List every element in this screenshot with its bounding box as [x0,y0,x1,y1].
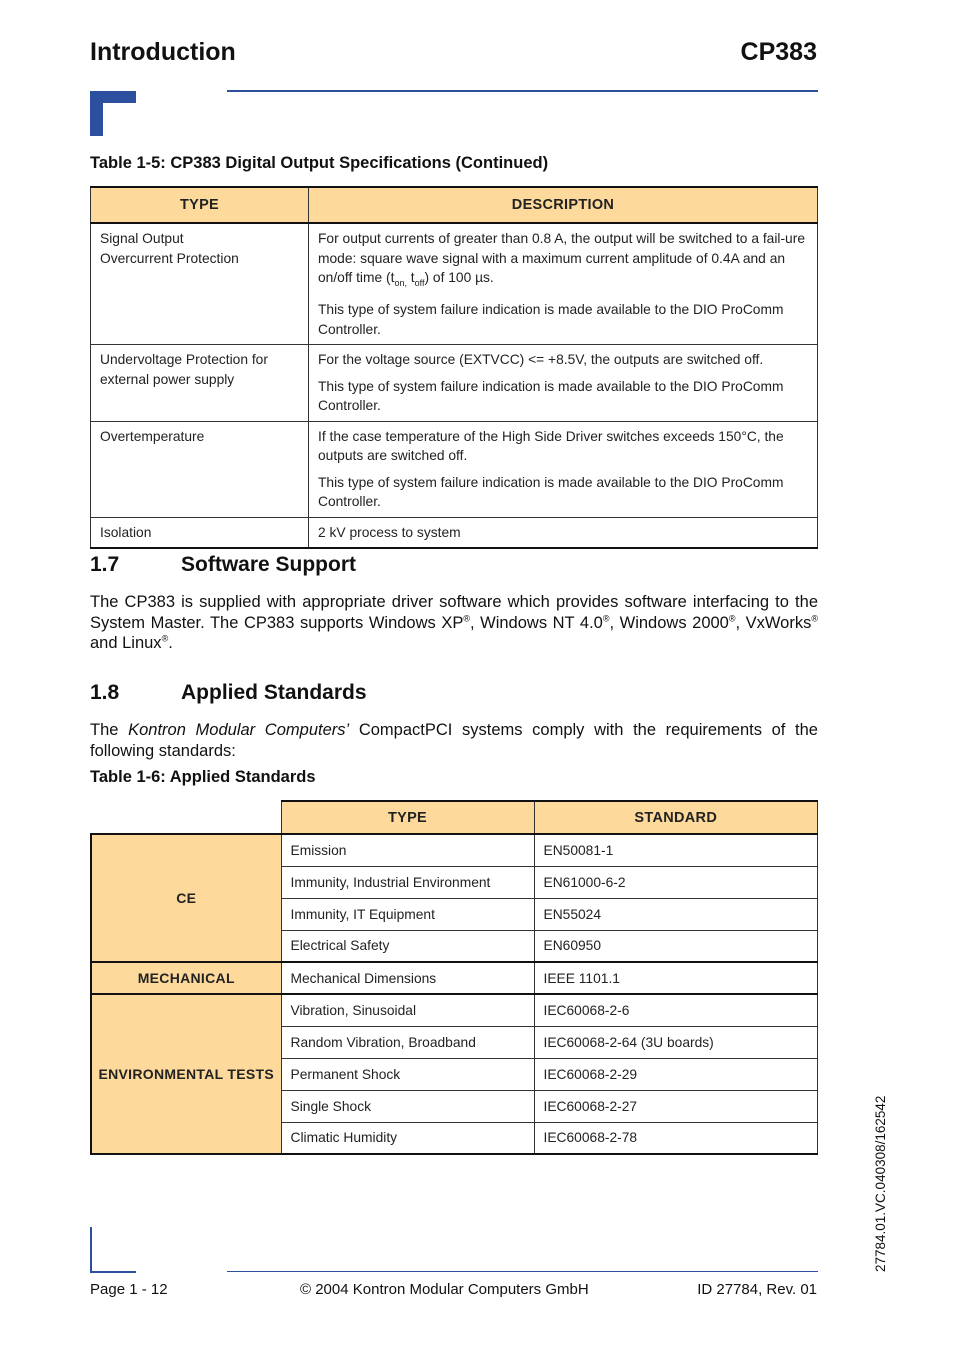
product-title: CP383 [740,38,817,66]
category-cell-mechanical: MECHANICAL [91,962,281,994]
type-cell [91,223,309,345]
table-row [91,223,818,345]
type-cell: Emission [281,834,534,866]
type-cell: Random Vibration, Broadband [281,1026,534,1058]
standard-cell: IEC60068-2-64 (3U boards) [534,1026,818,1058]
description-text: For output currents of greater than 0.8 A, the output will be switched to a fail-ure mode: square wave signal with a maximum current amplitude of 0.4A and an on/off time ($t_{on,}$ $t_{off}$) of 100 µs. [318,231,805,288]
table-row [91,962,818,994]
description-text: This type of system failure indication is made available to the DIO ProComm Controller. [318,378,784,414]
description-text: If the case temperature of the High Side Driver switches exceeds 150°C, the outputs are switched off. [318,428,784,464]
table1-caption: Table 1-5: CP383 Digital Output Specifications (Continued) [90,154,549,172]
header-rule [227,90,818,92]
description-text: This type of system failure indication is made available to the DIO ProComm Controller. [318,474,784,510]
table-row [91,517,818,548]
description-cell: 2 kV process to system [309,517,818,548]
type-cell: Overtemperature [91,421,309,517]
standard-cell: IEEE 1101.1 [534,962,818,994]
software-support-paragraph: The CP383 is supplied with appropriate driver software which provides software interfacing to the System Master. The CP383 supports Windows XP®, Windows NT 4.0®, Windows 2000®, VxWorks® and Linux®. [90,593,818,652]
standard-cell: IEC60068-2-6 [534,994,818,1026]
standard-cell: EN55024 [534,898,818,930]
table-row [91,421,818,517]
heading-number: 1.7 [90,553,120,576]
description-cell [309,345,818,422]
document-id: ID 27784, Rev. 01 [697,1281,817,1298]
type-cell: Mechanical Dimensions [281,962,534,994]
description-text: For the voltage source (EXTVCC) <= +8.5V, the outputs are switched off. [318,352,764,368]
column-header-description: DESCRIPTION [309,187,818,223]
heading-text: Applied Standards [181,681,367,704]
standard-cell: EN50081-1 [534,834,818,866]
column-header-type: TYPE [281,801,534,834]
standard-cell: IEC60068-2-29 [534,1058,818,1090]
section-title: Introduction [90,38,236,66]
type-cell: Undervoltage Protection for external power supply [91,345,309,422]
heading-software-support [90,553,356,577]
type-cell: Immunity, Industrial Environment [281,866,534,898]
table-header-row [91,801,818,834]
type-cell: Isolation [91,517,309,548]
table-row [91,994,818,1026]
table-row [91,345,818,422]
table-header-row [91,187,818,223]
table-row [91,834,818,866]
category-cell-environmental: ENVIRONMENTAL TESTS [91,994,281,1154]
standard-cell: IEC60068-2-27 [534,1090,818,1122]
blank-header-cell [91,801,281,834]
type-cell: Permanent Shock [281,1058,534,1090]
heading-text: Software Support [181,553,357,576]
column-header-standard: STANDARD [534,801,818,834]
description-cell [309,223,818,345]
description-cell [309,421,818,517]
standard-cell: IEC60068-2-78 [534,1122,818,1154]
footer-rule [227,1271,818,1272]
side-document-code: 27784.01.VC.040308/162542 [873,1095,888,1272]
heading-number: 1.8 [90,681,120,704]
standard-cell: EN61000-6-2 [534,866,818,898]
corner-mark-bottom [90,1227,136,1273]
type-cell: Immunity, IT Equipment [281,898,534,930]
applied-standards-paragraph: The Kontron Modular Computers’ CompactPCI systems comply with the requirements of the following standards: [90,721,818,760]
category-cell-ce: CE [91,834,281,962]
description-text: This type of system failure indication is made available to the DIO ProComm Controller. [318,302,784,337]
corner-mark-top [90,91,136,136]
copyright: © 2004 Kontron Modular Computers GmbH [300,1281,589,1298]
column-header-type: TYPE [91,187,309,223]
type-text: Overcurrent Protection [100,250,239,266]
type-cell: Electrical Safety [281,930,534,962]
type-cell: Climatic Humidity [281,1122,534,1154]
type-text: Signal Output [100,231,184,246]
standard-cell: EN60950 [534,930,818,962]
type-cell: Vibration, Sinusoidal [281,994,534,1026]
applied-standards-table [90,800,818,1155]
table2-caption: Table 1-6: Applied Standards [90,768,316,786]
type-cell: Single Shock [281,1090,534,1122]
heading-applied-standards [90,681,367,705]
page-number: Page 1 - 12 [90,1281,168,1298]
digital-output-spec-table [90,186,818,549]
